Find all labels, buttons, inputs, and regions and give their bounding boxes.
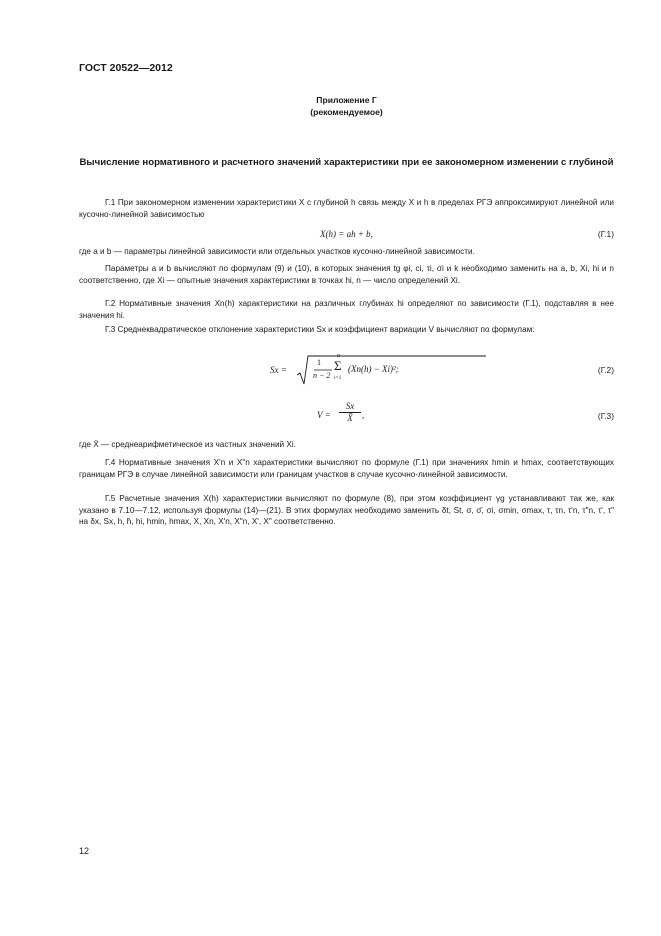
formula-g1-number: (Г.1): [597, 229, 614, 239]
paragraph-g1: Г.1 При закономерном изменении характеристики X с глубиной h связь между X и h в пределах РГЭ аппроксимируют линейной или кусочно-линейной зависимостью: [79, 198, 614, 219]
formula-g3-lhs: V =: [317, 410, 331, 420]
appendix-subtitle: (рекомендуемое): [310, 107, 383, 117]
paragraph-g2: Г.2 Нормативные значения Xn(h) характеристики на различных глубинах hi определяют по зависимости (Г.1), подставляя в нее значения hi.: [79, 299, 614, 320]
paragraph-g1-where: где a и b — параметры линейной зависимости или отдельных участков кусочно-линейной зависимости.: [79, 247, 475, 256]
formula-g3-number: (Г.3): [597, 411, 614, 421]
paragraph-g5: Г.5 Расчетные значения X(h) характеристики вычисляют по формуле (8), при этом коэффициент γg устанавливают так же, как указано в 7.10—7.12, используя формулы (14)—(21). В этих формулах необходимо заменить δt, St, σ, σ̄, σi, σmin, σmax, τ, τn, τ'n, τ"n, τ', τ" на δx, Sx, h, h̄, hi, hmin, hmax, X, Xn, X'n, X"n, X', X" соответственно.: [79, 494, 614, 527]
formula-g1-expr: X(h) = ah + b,: [320, 229, 373, 239]
page-number: 12: [79, 846, 90, 856]
formula-g3-den: X̄: [347, 413, 353, 423]
paragraph-g3: Г.3 Среднеквадратическое отклонение характеристики Sx и коэффициент вариации V вычисляют по формулам:: [105, 325, 535, 334]
section-title: Вычисление нормативного и расчетного значений характеристики при ее закономерном изменении с глубиной: [79, 157, 614, 168]
document-code: ГОСТ 20522—2012: [79, 62, 173, 74]
formula-g2-sum-top: n: [337, 353, 340, 359]
formula-g1: [79, 229, 614, 239]
formula-g2-number: (Г.2): [597, 365, 614, 375]
formula-g2-lhs: Sx =: [270, 365, 287, 375]
formula-g2: [79, 355, 614, 387]
appendix-heading: [79, 94, 614, 118]
paragraph-g4: Г.4 Нормативные значения X'n и X"n характеристики вычисляют по формуле (Г.1) при значениях hmin и hmax, соответствующих границам РГЭ в случае линейной зависимости или границам участков в случае кусочно-линейной зависимости.: [79, 458, 614, 479]
sigma-sum-icon: Σ: [334, 358, 342, 373]
paragraph-g3-where: где X̄ — среднеарифметическое из частных значений Xi.: [79, 440, 296, 449]
formula-g2-frac-num: 1: [317, 358, 321, 367]
formula-g3: [79, 401, 614, 431]
formula-g3-tail: ,: [362, 410, 365, 420]
formula-g2-sum-bottom: i=1: [334, 375, 342, 381]
formula-g2-sum-body: (Xn(h) − Xi)²;: [348, 364, 399, 374]
paragraph-params: Параметры a и b вычисляют по формулам (9) и (10), в которых значения tg φi, ci, τi, σi и k необходимо заменить на a, b, Xi, hi и n соответственно, где Xi — опытные значения характеристики в точках hi, n — число определений Xi.: [79, 264, 614, 285]
formula-g2-frac-den: n − 2: [313, 371, 331, 380]
formula-g3-num: Sx: [345, 401, 355, 411]
appendix-title: Приложение Г: [316, 95, 377, 105]
